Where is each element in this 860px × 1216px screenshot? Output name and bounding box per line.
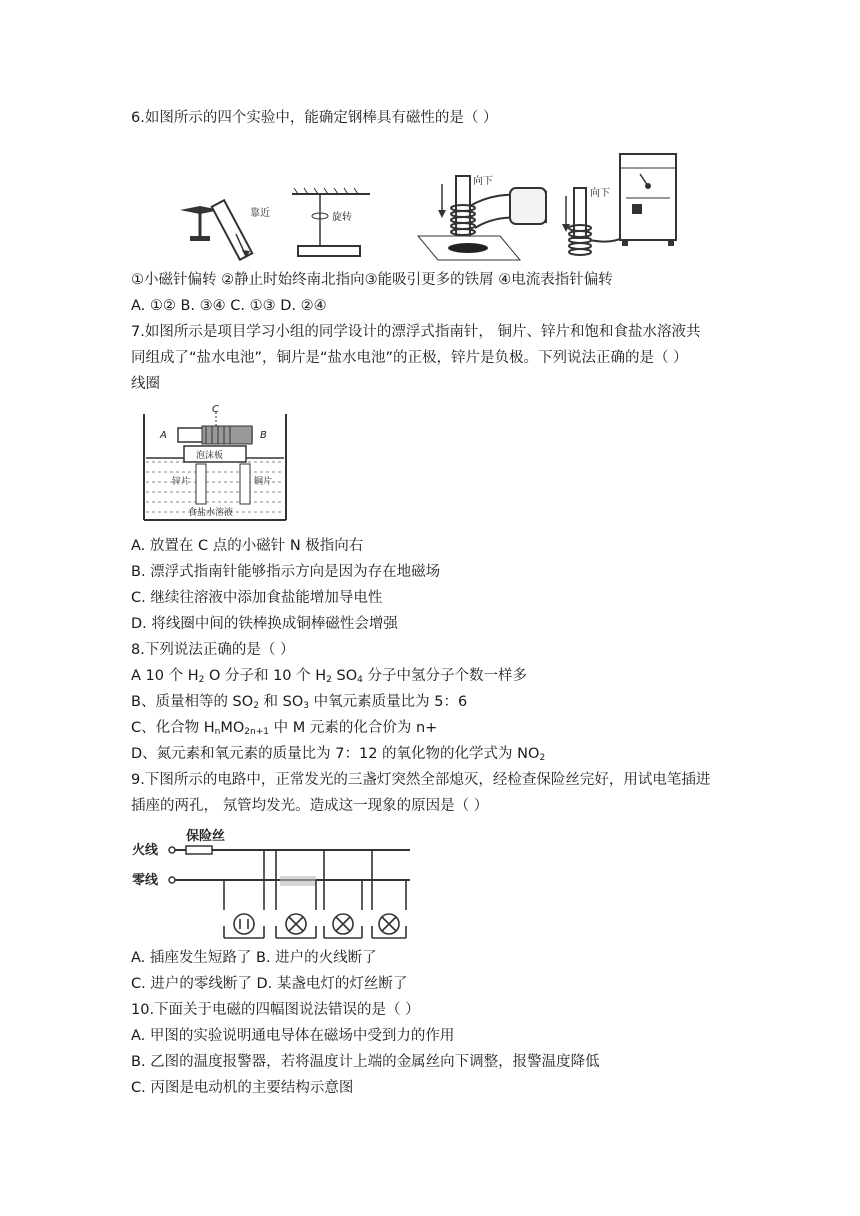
q9-label-live: 火线 <box>132 843 159 858</box>
q7-option-b: B. 漂浮式指南针能够指示方向是因为存在地磁场 <box>131 564 441 580</box>
q6-label-down: 向下 <box>473 176 493 187</box>
q6-label-rotate: 旋转 <box>332 212 352 223</box>
fuse-icon <box>186 846 212 854</box>
q7-option-d: D. 将线圈中间的铁棒换成铜棒磁性会增强 <box>131 616 398 632</box>
lamp-icon <box>286 914 306 934</box>
q7-stem-2: 同组成了“盐水电池”，铜片是“盐水电池”的正极，锌片是负极。下列说法正确的是（ ） <box>131 350 688 366</box>
q7-stem-3: 线圈 <box>131 376 160 392</box>
hanging-bar-icon <box>292 188 370 256</box>
q7-option-a: A. 放置在 C 点的小磁针 N 极指向右 <box>131 538 364 554</box>
socket-icon <box>234 914 254 934</box>
q7-figure <box>140 402 290 524</box>
q7-option-c: C. 继续往溶液中添加食盐能增加导电性 <box>131 590 383 606</box>
q6-label-down2: 向下 <box>590 188 610 199</box>
q6-figure <box>170 148 690 266</box>
zinc-plate-icon <box>196 464 206 504</box>
q8-stem: 8.下列说法正确的是（ ） <box>131 642 295 658</box>
q8-option-c: C、化合物 $H_nMO_{2n+1}$ 中 M 元素的化合价为 n+ <box>131 720 438 737</box>
q9-options-2: C. 进户的零线断了 D. 某盏电灯的灯丝断了 <box>131 976 408 992</box>
q7-label-zinc: 锌片 <box>172 477 191 487</box>
q9-label-neutral: 零线 <box>132 873 159 888</box>
q7-stem-1: 7.如图所示是项目学习小组的同学设计的漂浮式指南针， 铜片、锌片和饱和食盐水溶液共 <box>131 324 701 340</box>
q10-option-c: C. 丙图是电动机的主要结构示意图 <box>131 1080 354 1096</box>
q6-label-near: 靠近 <box>250 208 270 219</box>
q9-stem-2: 插座的两孔， 氖管均发光。造成这一现象的原因是（ ） <box>131 798 489 814</box>
q9-options-1: A. 插座发生短路了 B. 进户的火线断了 <box>131 950 377 966</box>
copper-plate-icon <box>240 464 250 504</box>
q9-label-fuse: 保险丝 <box>186 829 226 844</box>
coil-galvanometer-icon <box>562 154 676 255</box>
steel-bar-icon <box>212 200 253 260</box>
q6-captions: ①小磁针偏转 ②静止时始终南北指向③能吸引更多的铁屑 ④电流表指针偏转 <box>131 272 613 288</box>
q10-option-a: A. 甲图的实验说明通电导体在磁场中受到力的作用 <box>131 1028 455 1044</box>
q8-option-a: A 10 个 $H_2$ O 分子和 10 个 $H_2$ $SO_4$ 分子中氢分子个数一样多 <box>131 668 527 685</box>
q7-label-copper: 铜片 <box>254 477 273 487</box>
q6-options: A. ①② B. ③④ C. ①③ D. ②④ <box>131 298 327 314</box>
q7-label-c: C <box>212 404 219 415</box>
electromagnet-filings-icon <box>418 176 546 260</box>
q10-stem: 10.下面关于电磁的四幅图说法错误的是（ ） <box>131 1002 420 1018</box>
lamp-icon <box>379 914 399 934</box>
q7-label-a: A <box>160 430 167 441</box>
q7-label-board: 泡沫板 <box>196 451 224 461</box>
q9-circuit-figure <box>130 826 414 944</box>
lamp-icon <box>333 914 353 934</box>
q9-stem-1: 9.下图所示的电路中，正常发光的三盏灯突然全部熄灭，经检查保险丝完好，用试电笔插进 <box>131 772 711 788</box>
q6-stem: 6.如图所示的四个实验中，能确定钢棒具有磁性的是（ ） <box>131 110 498 126</box>
q8-option-d: D、氮元素和氧元素的质量比为 7：12 的氧化物的化学式为 $NO_2$ <box>131 746 546 763</box>
q10-option-b: B. 乙图的温度报警器，若将温度计上端的金属丝向下调整，报警温度降低 <box>131 1054 600 1070</box>
q7-label-b: B <box>260 430 267 441</box>
q7-label-solution: 食盐水溶液 <box>188 508 234 518</box>
q8-option-b: B、质量相等的 $SO_2$ 和 $SO_3$ 中氧元素质量比为 5：6 <box>131 694 468 711</box>
